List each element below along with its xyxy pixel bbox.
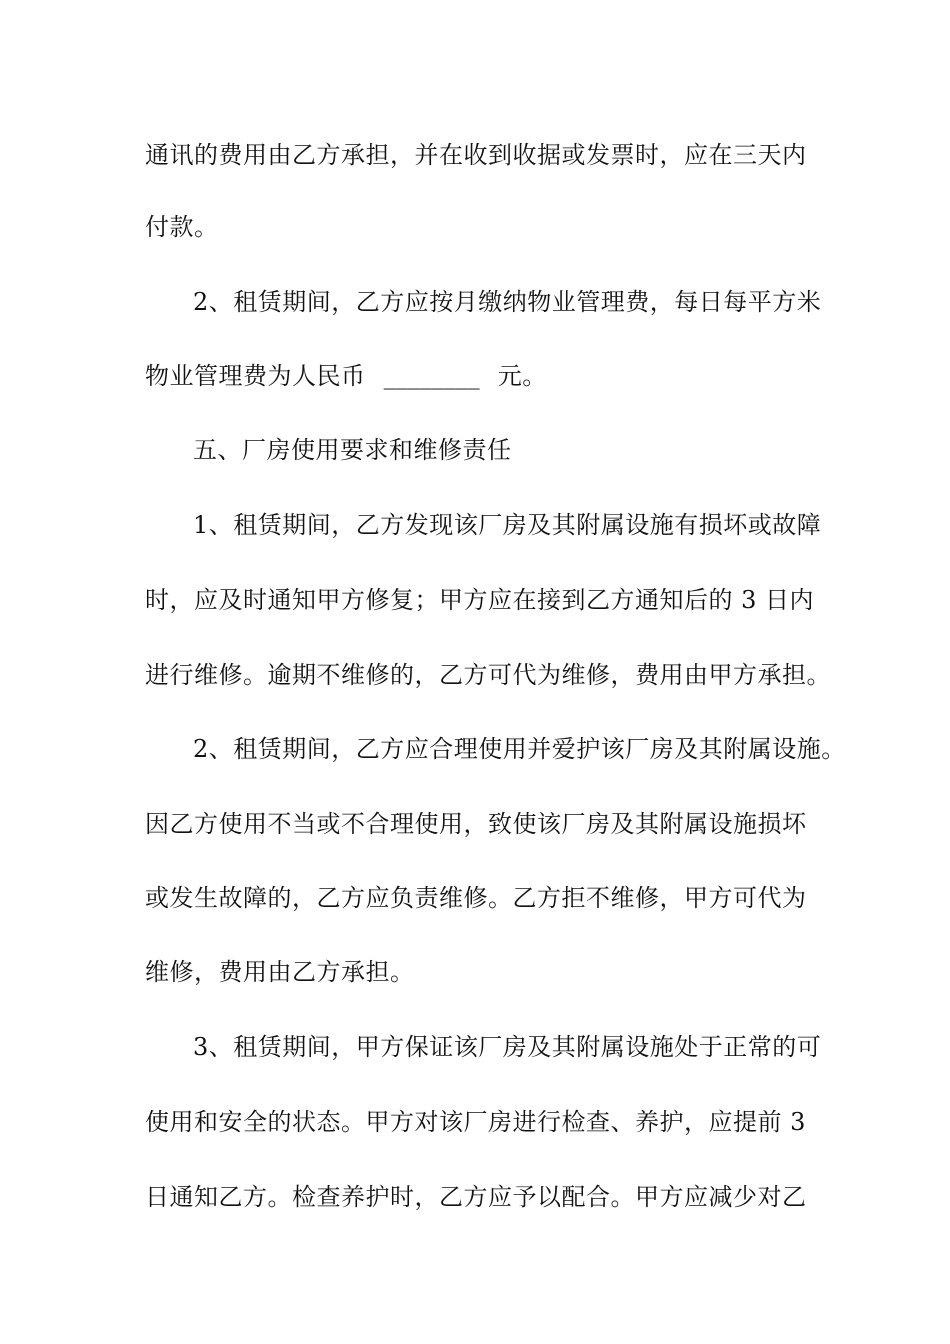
paragraph-line: 付款。 — [145, 213, 219, 241]
paragraph-line: 时，应及时通知甲方修复；甲方应在接到乙方通知后的 3 日内 — [145, 586, 815, 614]
fee-label: 物业管理费为人民币 — [145, 362, 366, 390]
paragraph-line: 2、租赁期间，乙方应合理使用并爱护该厂房及其附属设施。 — [193, 735, 846, 763]
paragraph-line: 通讯的费用由乙方承担，并在收到收据或发票时，应在三天内 — [145, 141, 807, 169]
paragraph-line: 进行维修。逾期不维修的，乙方可代为维修，费用由甲方承担。 — [145, 661, 831, 689]
paragraph-line — [145, 361, 825, 391]
paragraph-line: 2、租赁期间，乙方应按月缴纳物业管理费，每日每平方米 — [193, 288, 822, 316]
section-heading: 五、厂房使用要求和维修责任 — [193, 436, 512, 464]
paragraph-line: 日通知乙方。检查养护时，乙方应予以配合。甲方应减少对乙 — [145, 1183, 807, 1211]
fee-blank: ________ — [383, 362, 480, 390]
paragraph-line: 使用和安全的状态。甲方对该厂房进行检查、养护，应提前 3 — [145, 1108, 806, 1136]
paragraph-line: 维修，费用由乙方承担。 — [145, 958, 415, 986]
paragraph-line: 或发生故障的，乙方应负责维修。乙方拒不维修，甲方可代为 — [145, 884, 807, 912]
paragraph-line: 因乙方使用不当或不合理使用，致使该厂房及其附属设施损坏 — [145, 810, 807, 838]
paragraph-line: 1、租赁期间，乙方发现该厂房及其附属设施有损坏或故障 — [193, 511, 822, 539]
paragraph-line: 3、租赁期间，甲方保证该厂房及其附属设施处于正常的可 — [193, 1033, 822, 1061]
fee-unit: 元。 — [497, 362, 547, 390]
